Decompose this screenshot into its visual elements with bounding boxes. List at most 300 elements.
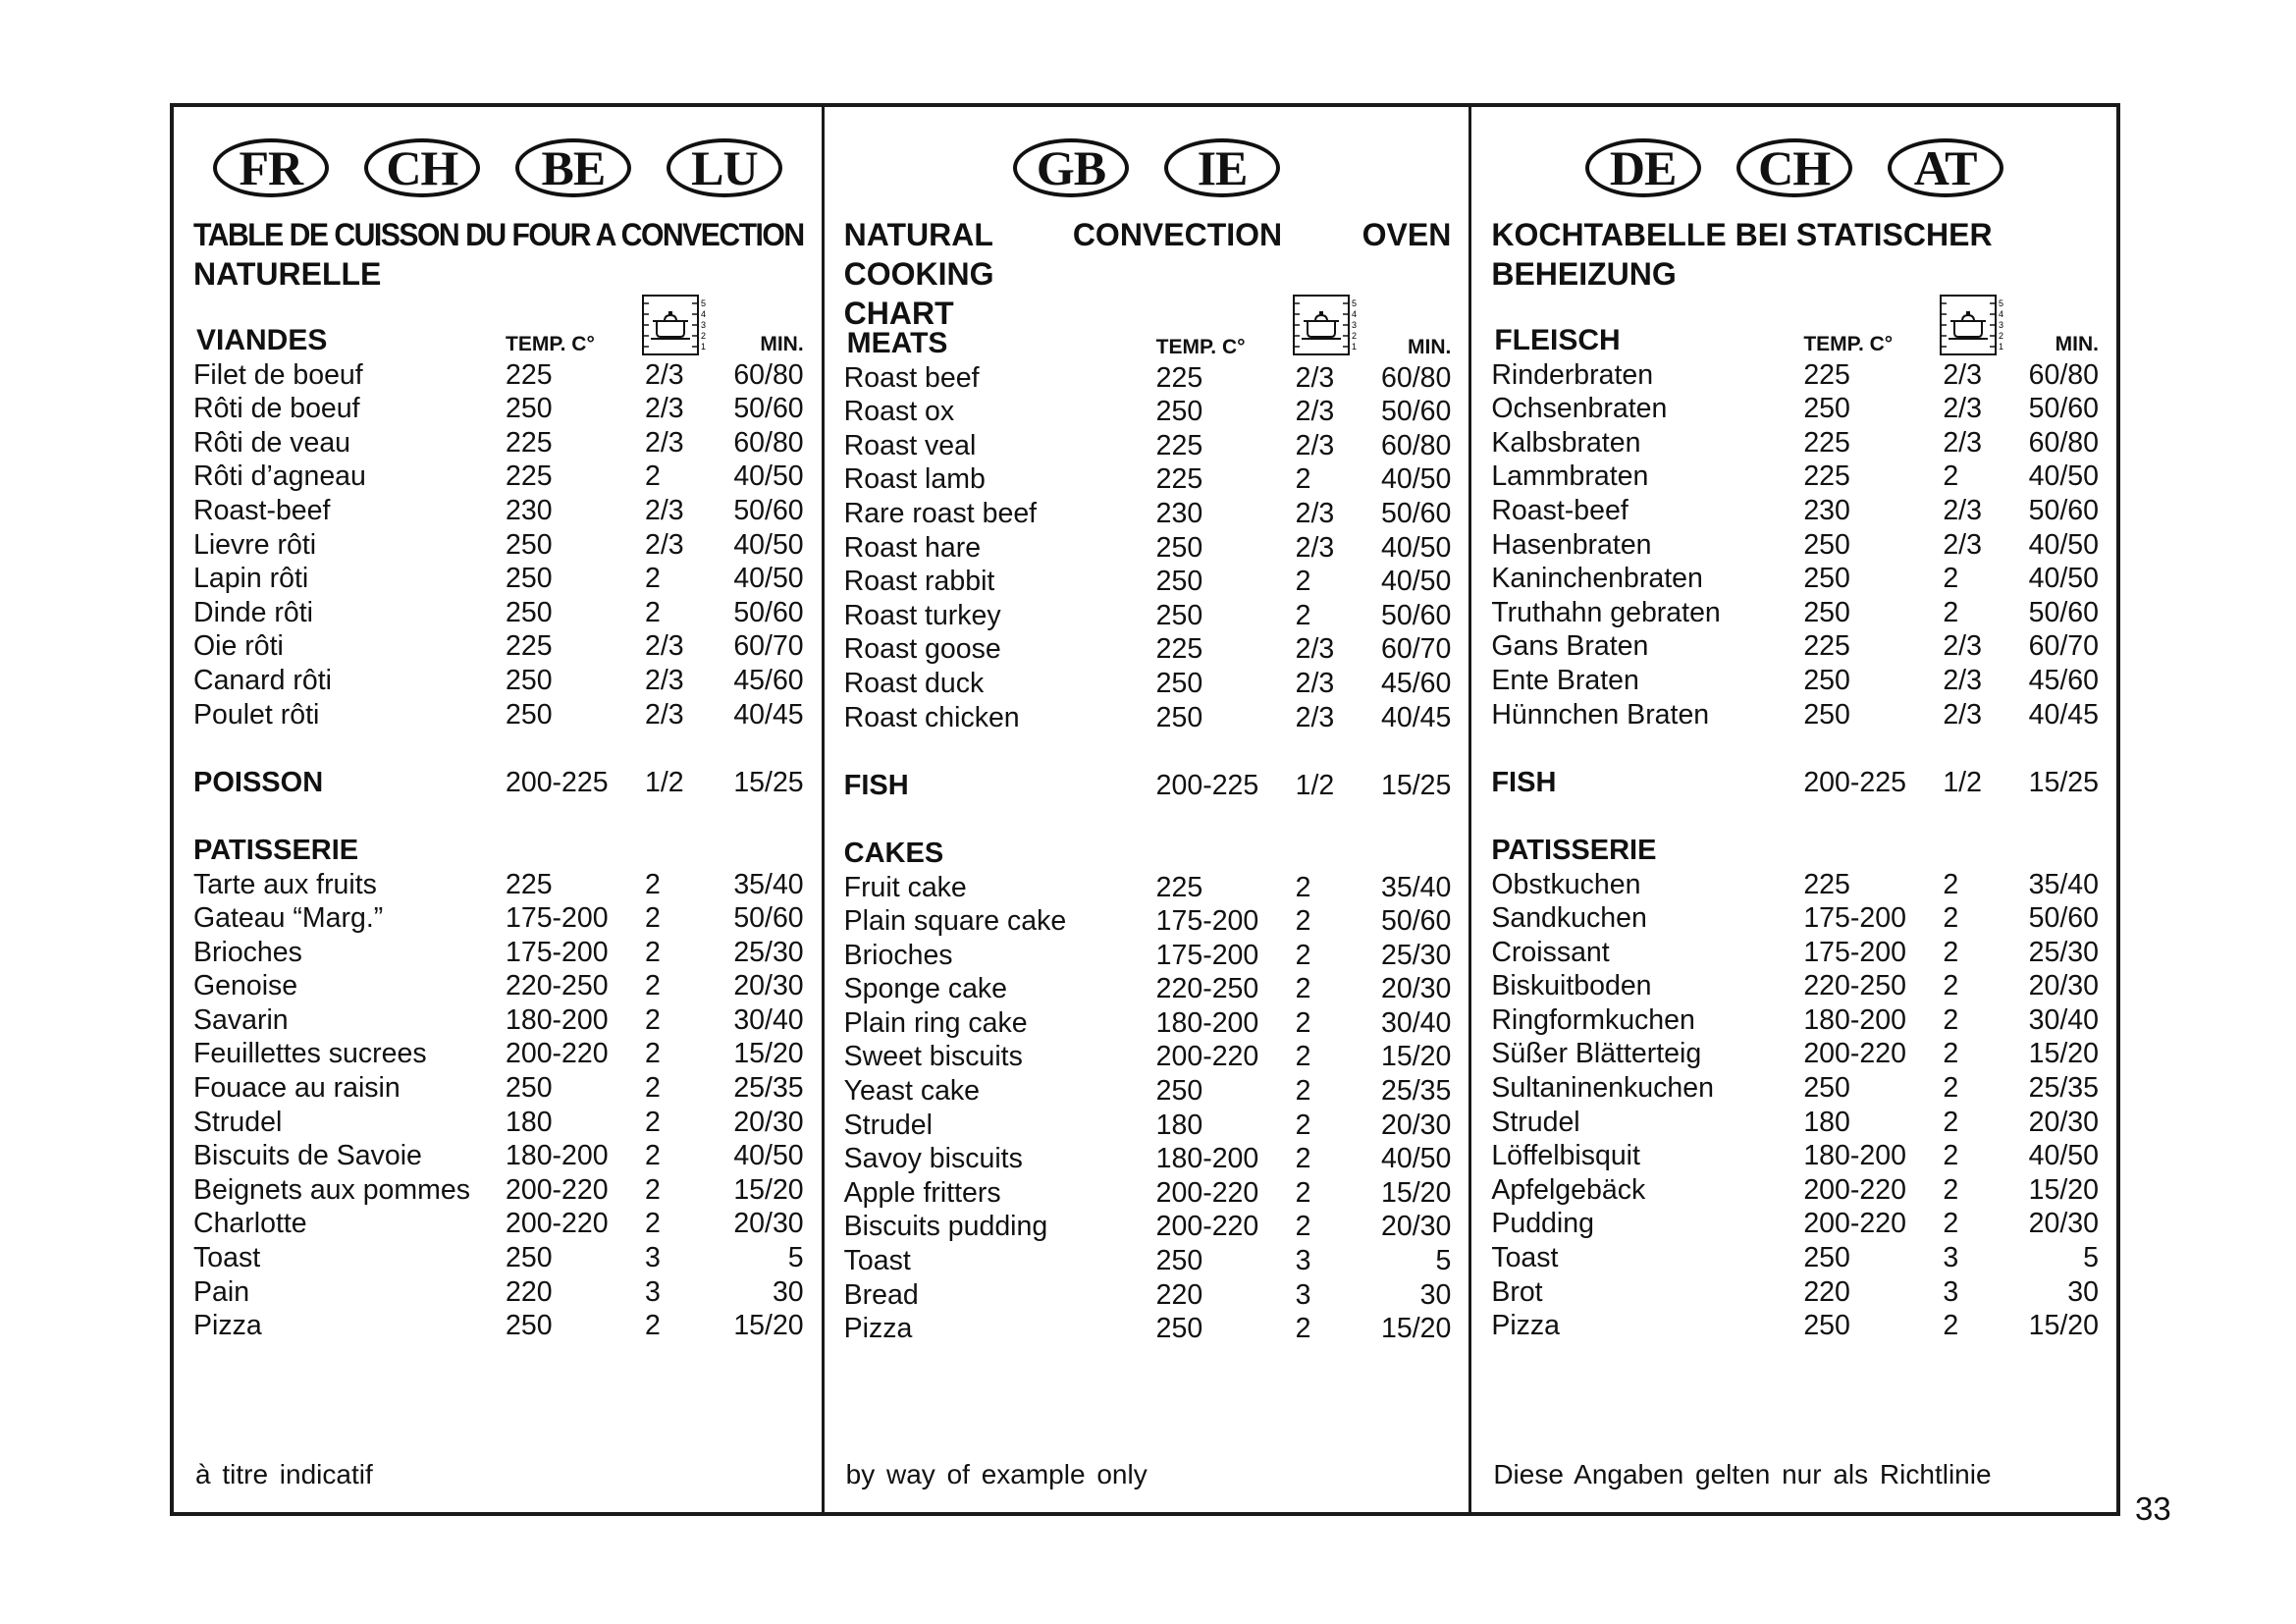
cell-min: 40/45 [2028,698,2099,731]
cell-min: 60/70 [1381,633,1452,666]
cell-temp: 250 [506,1072,553,1105]
table-row [1491,1207,2099,1241]
cell-min: 50/60 [733,494,804,526]
cell-min: 40/50 [2028,460,2099,493]
cell-min: 15/20 [1381,1041,1452,1073]
cell-name: Strudel [843,1109,933,1141]
cell-temp: 225 [1155,871,1203,903]
footnote: Diese Angaben gelten nur als Richtlinie [1493,1459,1992,1489]
table-row [193,1241,804,1275]
cell-name: Roast ox [843,396,955,428]
cell-name: Roast chicken [843,701,1020,733]
cell-name: Gateau “Marg.” [193,902,384,935]
country-badge: IE [1164,138,1280,197]
cell-temp: 180-200 [1155,1006,1259,1039]
cell-temp: 250 [1803,596,1850,628]
table-row [844,1244,1452,1278]
cell-min: 35/40 [733,868,804,900]
cell-temp: 225 [506,426,553,459]
table-row [844,701,1452,735]
table-row [1491,1173,2099,1208]
cell-shelf: 2 [1295,905,1311,938]
chart-title-line: CHART [843,296,954,331]
cell-shelf: 2 [1943,1173,1959,1206]
table-row [193,1071,804,1106]
cell-shelf: 2 [1943,868,1959,900]
cell-name: Lammbraten [1491,460,1649,493]
cell-shelf: 2/3 [1295,667,1335,699]
cell-temp: 225 [1155,463,1203,496]
country-badge: LU [667,138,782,197]
cell-temp: 250 [506,563,553,595]
cell-shelf: 3 [645,1242,661,1274]
cell-shelf: 3 [1943,1275,1959,1308]
cell-min: 50/60 [1381,599,1452,631]
cell-name: Kalbsbraten [1491,426,1641,459]
cell-temp: 175-200 [1803,936,1906,968]
table-row [1491,528,2099,563]
cell-name: Roast hare [843,531,982,564]
cell-temp: 230 [1155,497,1203,529]
cell-shelf: 2 [1295,939,1311,971]
cooking-table [193,324,804,1343]
cell-shelf: 2/3 [1295,361,1335,394]
cell-name: Roast rabbit [843,566,995,598]
cell-shelf: 2 [1943,1140,1959,1172]
cell-temp: 180-200 [1803,1003,1906,1036]
cell-min: 50/60 [733,596,804,628]
cell-min: 45/60 [733,664,804,696]
cell-min: 40/45 [1381,701,1452,733]
cell-min: 25/30 [2028,936,2099,968]
cell-temp: 220 [1803,1275,1850,1308]
cell-min: 50/60 [1381,396,1452,428]
table-row [1491,868,2099,902]
cell-min: 45/60 [2028,664,2099,696]
cell-name: Ochsenbraten [1491,393,1668,425]
cell-shelf: 2 [645,1038,661,1070]
cell-min: 5 [787,1242,804,1274]
country-badge: FR [213,138,329,197]
cell-temp: 200-220 [1155,1176,1259,1209]
cell-name: Rare roast beef [843,497,1038,529]
chart-title-line: BEHEIZUNG [1491,256,1677,292]
cell-temp: 250 [506,664,553,696]
cell-min: 15/20 [2028,1310,2099,1342]
cell-min: 20/30 [1381,1109,1452,1141]
cell-shelf: 2/3 [1943,630,1982,663]
cell-min: 60/70 [2028,630,2099,663]
table-row [193,1139,804,1173]
cell-min: 60/80 [2028,426,2099,459]
shelf-level-label: 5 [1999,298,2004,308]
cell-min: 50/60 [2028,494,2099,526]
cell-shelf: 2/3 [1295,429,1335,461]
cell-shelf: 2 [645,1140,661,1172]
shelf-level-label: 3 [701,320,707,330]
cell-min: 60/80 [2028,358,2099,391]
cell-temp: 250 [1803,1242,1850,1274]
cell-shelf: 3 [1295,1245,1311,1277]
cakes-heading-row [1491,834,2099,868]
cell-name: Pizza [1491,1310,1561,1342]
cell-min: 20/30 [2028,1106,2099,1138]
table-row [1491,936,2099,970]
cell-temp: 250 [1803,393,1850,425]
cell-temp: 250 [506,1310,553,1342]
cell-min: 40/50 [2028,563,2099,595]
cell-min: 20/30 [2028,1208,2099,1240]
cell-name: Obstkuchen [1491,868,1641,900]
cell-temp: 250 [1155,1245,1203,1277]
cell-shelf: 2 [1943,460,1959,493]
cell-temp: 225 [506,630,553,663]
cell-name: Truthahn gebraten [1491,596,1721,628]
cell-shelf: 2/3 [1943,426,1982,459]
cell-name: Apfelgebäck [1491,1173,1646,1206]
cell-temp: 250 [506,528,553,561]
shelf-level-label: 3 [1999,320,2004,330]
cell-min: 40/50 [733,1140,804,1172]
cell-min: 25/35 [2028,1072,2099,1105]
table-row [193,1207,804,1241]
cell-shelf: 2 [645,1072,661,1105]
cell-temp: 250 [1803,664,1850,696]
shelf-level-label: 2 [1351,331,1357,341]
table-row [1491,1139,2099,1173]
cell-name: FISH [843,769,909,801]
cell-temp: 180 [1155,1109,1203,1141]
cell-temp: 175-200 [506,902,609,935]
cell-min: 30 [2067,1275,2099,1308]
cell-shelf: 2/3 [645,698,684,731]
cell-temp: 250 [506,393,553,425]
cell-temp: 225 [1155,429,1203,461]
cell-temp: 200-220 [1155,1211,1259,1243]
cell-temp: 225 [1803,426,1850,459]
table-row [844,1278,1452,1313]
cell-temp: 225 [1803,460,1850,493]
table-row [193,1309,804,1343]
shelf-level-label: 3 [1351,320,1357,330]
cell-name: Brioches [843,939,953,971]
cell-temp: 220-250 [1803,970,1906,1002]
cell-min: 50/60 [1381,497,1452,529]
cell-shelf: 2 [645,1173,661,1206]
table-row [193,1173,804,1208]
cell-name: Tarte aux fruits [193,868,377,900]
category-heading: MEATS [846,327,948,359]
country-badge: BE [515,138,631,197]
table-row [1491,901,2099,936]
cell-shelf: 2 [1295,566,1311,598]
cell-temp: 175-200 [1803,902,1906,935]
cell-shelf: 2/3 [645,358,684,391]
footnote: à titre indicatif [195,1459,373,1489]
cell-min: 20/30 [733,1106,804,1138]
category-heading: VIANDES [196,324,328,356]
table-row [1491,358,2099,393]
cell-name: Roast-beef [1491,494,1629,526]
shelf-level-label: 4 [1999,309,2004,319]
cell-shelf: 3 [645,1275,661,1308]
table-row [193,1106,804,1140]
cell-shelf: 2 [1295,1211,1311,1243]
cell-shelf: 2 [645,596,661,628]
table-row [844,361,1452,396]
panel-de-ch-at [1468,107,2116,1512]
cell-min: 15/20 [733,1310,804,1342]
cell-name: Charlotte [193,1208,307,1240]
cell-shelf: 2 [1943,1038,1959,1070]
cell-temp: 225 [1803,358,1850,391]
cell-name: Rôti de boeuf [193,393,360,425]
cakes-heading-row [844,837,1452,871]
cell-temp: 225 [506,868,553,900]
page-number: 33 [2135,1490,2171,1527]
cell-shelf: 2/3 [1295,701,1335,733]
table-row [193,629,804,664]
country-badges [825,138,1469,197]
cell-name: Beignets aux pommes [193,1173,470,1206]
cell-temp: 200-220 [1155,1041,1259,1073]
table-row [1491,460,2099,494]
cell-min: 25/30 [733,936,804,968]
cell-name: Pizza [193,1310,262,1342]
cell-min: 40/50 [2028,528,2099,561]
cell-min: 60/80 [1381,361,1452,394]
cell-shelf: 2 [1943,596,1959,628]
cell-temp: 180-200 [506,1003,609,1036]
cell-min: 15/20 [1381,1313,1452,1345]
cell-min: 25/35 [1381,1075,1452,1108]
cell-min: 50/60 [2028,393,2099,425]
table-row [1491,698,2099,732]
cell-name: Strudel [1491,1106,1580,1138]
cell-temp: 250 [1155,396,1203,428]
cell-min: 30/40 [2028,1003,2099,1036]
cell-temp: 175-200 [506,936,609,968]
cell-name: Toast [1491,1242,1559,1274]
cell-temp: 200-220 [1803,1038,1906,1070]
cell-min: 50/60 [2028,902,2099,935]
cell-temp: 175-200 [1155,939,1259,971]
cell-temp: 230 [1803,494,1850,526]
cell-shelf: 2/3 [645,494,684,526]
cell-shelf: 2 [1295,1075,1311,1108]
table-row [193,392,804,426]
cell-temp: 225 [1155,361,1203,394]
cell-name: Savarin [193,1003,289,1036]
cell-temp: 250 [1803,1072,1850,1105]
table-row [844,1142,1452,1176]
cell-min: 40/50 [733,460,804,493]
cell-temp: 250 [506,698,553,731]
table-row [844,1040,1452,1074]
table-row [844,599,1452,633]
cell-temp: 225 [1803,868,1850,900]
table-row [1491,629,2099,664]
cell-shelf: 2/3 [1295,531,1335,564]
cell-name: Hünnchen Braten [1491,698,1710,731]
cell-shelf: 2 [1943,1310,1959,1342]
table-row [193,358,804,393]
cell-temp: 230 [506,494,553,526]
cell-shelf: 2/3 [1943,494,1982,526]
cell-shelf: 2 [1943,1106,1959,1138]
cell-name: Roast goose [843,633,1001,666]
cell-name: Biskuitboden [1491,970,1652,1002]
cell-name: Strudel [193,1106,283,1138]
cell-temp: 200-220 [506,1038,609,1070]
country-badge: CH [1736,138,1852,197]
cell-temp: 225 [1155,633,1203,666]
table-row [1491,969,2099,1003]
table-row [1491,426,2099,460]
table-row [1491,1241,2099,1275]
cell-min: 25/35 [733,1072,804,1105]
cell-shelf: 2 [1295,1109,1311,1141]
cell-shelf: 2 [1295,463,1311,496]
cell-shelf: 2 [1943,902,1959,935]
cell-name: Sweet biscuits [843,1041,1023,1073]
cell-name: Yeast cake [843,1075,981,1108]
cell-shelf: 2 [1295,973,1311,1005]
cell-temp: 200-225 [1155,769,1259,801]
cell-temp: 200-220 [506,1208,609,1240]
cell-min: 40/50 [733,528,804,561]
chart-title-line: NATURELLE [193,256,382,292]
cell-name: Fruit cake [843,871,967,903]
spacer [844,802,1452,837]
cell-min: 50/60 [733,902,804,935]
cell-temp: 250 [1803,698,1850,731]
cell-shelf: 2 [645,1003,661,1036]
cell-temp: 180-200 [506,1140,609,1172]
country-badge: AT [1888,138,2003,197]
cell-min: 40/50 [2028,1140,2099,1172]
cell-min: 5 [2083,1242,2099,1274]
shelf-level-label: 2 [701,331,707,341]
cakes-heading: PATISSERIE [193,834,359,866]
cell-min: 60/80 [733,426,804,459]
table-row [844,1312,1452,1346]
table-row [844,1109,1452,1143]
cell-min: 30 [1419,1278,1452,1311]
table-row [193,562,804,596]
table-row [844,904,1452,939]
table-row [1491,596,2099,630]
cell-shelf: 2 [645,563,661,595]
shelf-level-label: 5 [701,298,707,308]
fish-row [1491,766,2099,800]
table-row [844,1006,1452,1041]
cell-temp: 200-225 [506,766,609,798]
cell-name: Lievre rôti [193,528,317,561]
cell-name: Sultaninenkuchen [1491,1072,1714,1105]
minutes-column-header: MIN. [1408,336,1452,358]
table-row [1491,1003,2099,1038]
cell-min: 20/30 [1381,973,1452,1005]
cell-name: Ringformkuchen [1491,1003,1695,1036]
country-badge: DE [1585,138,1701,197]
spacer [844,734,1452,769]
cell-min: 20/30 [2028,970,2099,1002]
cell-shelf: 2 [645,970,661,1002]
cell-temp: 250 [1155,566,1203,598]
table-row [1491,664,2099,698]
cell-shelf: 2 [645,460,661,493]
cell-temp: 175-200 [1155,905,1259,938]
cell-min: 25/30 [1381,939,1452,971]
temp-column-header: TEMP. C° [1803,333,1894,355]
cell-temp: 250 [1803,528,1850,561]
cell-name: POISSON [193,766,324,798]
footnote: by way of example only [845,1459,1148,1489]
table-row [844,667,1452,701]
cell-name: Biscuits de Savoie [193,1140,422,1172]
cell-temp: 250 [506,596,553,628]
cell-min: 15/25 [2028,766,2099,798]
cell-min: 5 [1435,1245,1452,1277]
cell-shelf: 2/3 [1295,633,1335,666]
cell-shelf: 2 [1295,1313,1311,1345]
shelf-level-label: 5 [1351,298,1357,308]
cell-shelf: 2/3 [645,630,684,663]
table-row [844,565,1452,599]
table-row [844,1176,1452,1211]
cell-shelf: 2 [645,902,661,935]
cell-shelf: 1/2 [645,766,684,798]
cakes-heading: CAKES [843,837,944,869]
minutes-column-header: MIN. [760,333,804,355]
cell-min: 15/20 [2028,1173,2099,1206]
cell-name: Canard rôti [193,664,332,696]
shelf-level-label: 4 [701,309,707,319]
table-header [1491,324,2099,358]
table-row [844,1074,1452,1109]
cell-name: Kaninchenbraten [1491,563,1703,595]
cell-name: Plain ring cake [843,1006,1028,1039]
cell-name: Süßer Blätterteig [1491,1038,1702,1070]
cell-min: 50/60 [2028,596,2099,628]
cell-shelf: 2 [645,1208,661,1240]
cell-min: 15/25 [1381,769,1452,801]
cakes-heading-row [193,834,804,868]
cell-min: 60/80 [1381,429,1452,461]
table-row [844,429,1452,463]
cell-shelf: 2 [645,936,661,968]
country-badge: CH [364,138,480,197]
cakes-heading: PATISSERIE [1491,834,1657,866]
country-badges [1471,138,2116,197]
table-row [193,426,804,460]
cell-name: Rinderbraten [1491,358,1654,391]
cell-name: Roast lamb [843,463,986,496]
cell-shelf: 2 [1295,1176,1311,1209]
cell-min: 40/45 [733,698,804,731]
cell-min: 15/20 [733,1173,804,1206]
table-row [844,939,1452,973]
cell-shelf: 2 [1295,1041,1311,1073]
table-row [193,494,804,528]
cell-temp: 180-200 [1155,1143,1259,1175]
table-row [193,901,804,936]
minutes-column-header: MIN. [2055,333,2099,355]
cell-shelf: 2 [1943,1072,1959,1105]
cooking-table [1491,324,2099,1343]
cell-temp: 200-225 [1803,766,1906,798]
